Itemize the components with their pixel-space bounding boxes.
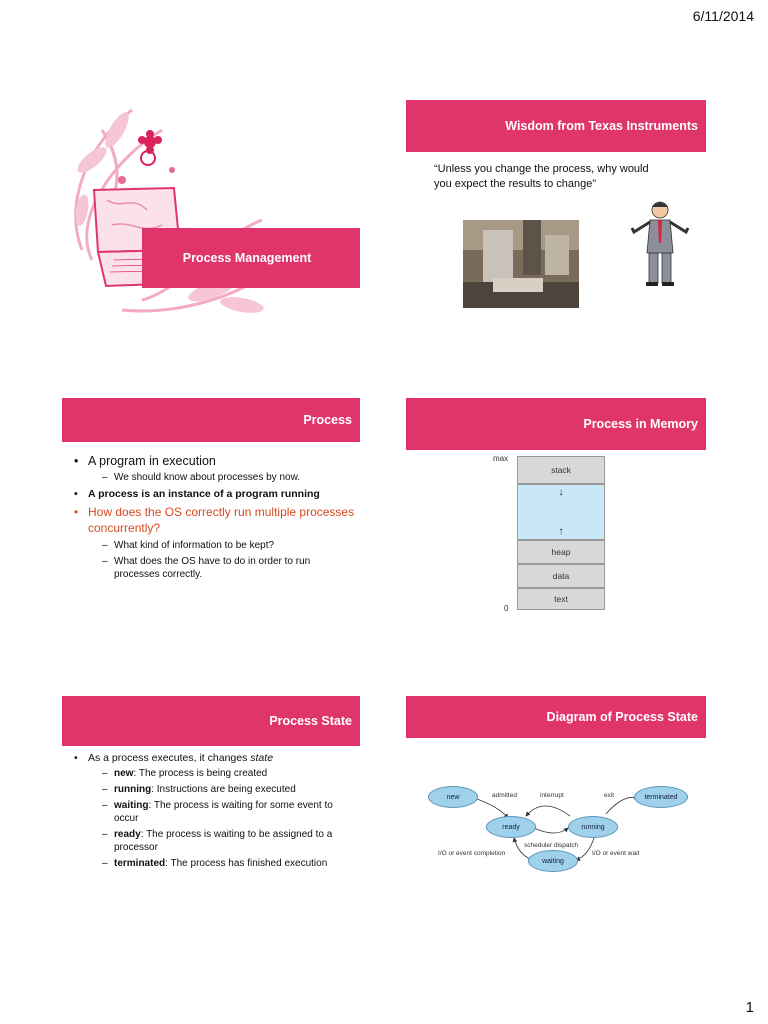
memory-heap: heap xyxy=(517,540,605,564)
state-item-running: – running: Instructions are being executed xyxy=(102,783,358,796)
state-item-terminated: – terminated: The process has finished execution xyxy=(102,857,358,870)
slide-process-banner xyxy=(62,398,360,442)
memory-stack: stack xyxy=(517,456,605,484)
slide-state-title: Process State xyxy=(269,714,352,728)
page-number: 1 xyxy=(745,999,754,1016)
state-item-new: – new: The process is being created xyxy=(102,767,358,780)
edge-label-interrupt: interrupt xyxy=(540,792,564,799)
slide-title-banner xyxy=(142,228,360,288)
slide-wisdom-banner xyxy=(406,100,706,152)
sub-bullet-info: – What kind of information to be kept? xyxy=(102,539,358,552)
sub-bullet-os: – What does the OS have to do in order to run processes correctly. xyxy=(102,555,358,581)
state-node-terminated: terminated xyxy=(634,786,688,808)
state-item-waiting: – waiting: The process is waiting for some event to occur xyxy=(102,799,358,825)
edge-label-io-completion: I/O or event completion xyxy=(438,850,506,857)
memory-max-label: max xyxy=(493,454,509,463)
slide-memory-banner xyxy=(406,398,706,450)
state-node-waiting: waiting xyxy=(528,850,578,872)
edge-label-io-wait: I/O or event wait xyxy=(592,850,640,857)
memory-text: text xyxy=(517,588,605,610)
state-node-running: running xyxy=(568,816,618,838)
slide-process-state xyxy=(62,696,360,920)
state-diagram xyxy=(428,778,688,876)
confused-man-clipart xyxy=(630,198,690,288)
slide-wisdom-title: Wisdom from Texas Instruments xyxy=(505,119,698,133)
slide-title-text: Process Management xyxy=(182,251,312,265)
wisdom-quote xyxy=(434,162,694,192)
heap-grow-arrow: ↑ xyxy=(558,526,564,537)
page-date: 6/11/2014 xyxy=(692,8,754,24)
bullet-instance: • A process is an instance of a program running xyxy=(74,488,358,500)
edge-label-admitted: admitted xyxy=(492,792,517,799)
bullet-state-intro: • As a process executes, it changes state – new: The process is being created – running: Instructions are being executed – waiting: The process is waiting for some event to occur – ready: The process is waiting to be assigned to a processor – terminated: The process has finished execution xyxy=(74,752,358,870)
sub-bullet-know: – We should know about processes by now. xyxy=(102,471,358,484)
floral-laptop-illustration xyxy=(62,100,360,324)
bullet-program: • A program in execution – We should know about processes by now. xyxy=(74,454,358,484)
slide-title xyxy=(62,100,360,324)
edge-label-exit: exit xyxy=(604,792,615,799)
memory-zero-label: 0 xyxy=(504,604,509,613)
machine-photo xyxy=(463,220,579,308)
slide-state-banner xyxy=(62,696,360,746)
slide-diagram-banner xyxy=(406,696,706,738)
memory-free-space xyxy=(517,484,605,540)
stack-grow-arrow: ↓ xyxy=(558,487,564,498)
edge-label-dispatch: scheduler dispatch xyxy=(524,842,579,849)
state-bullets xyxy=(74,752,358,874)
state-node-new: new xyxy=(428,786,478,808)
slide-state-diagram xyxy=(406,696,706,920)
state-item-ready: – ready: The process is waiting to be assigned to a processor xyxy=(102,828,358,854)
quote-line-1: “Unless you change the process, why would xyxy=(434,163,649,175)
slide-process-title: Process xyxy=(303,413,352,427)
quote-line-2: you expect the results to change” xyxy=(434,178,597,190)
slide-diagram-title: Diagram of Process State xyxy=(546,710,698,724)
memory-data: data xyxy=(517,564,605,588)
slide-wisdom xyxy=(406,100,706,324)
process-bullets xyxy=(74,454,358,585)
slide-process xyxy=(62,398,360,622)
slide-memory-title: Process in Memory xyxy=(583,417,698,431)
state-node-ready: ready xyxy=(486,816,536,838)
bullet-question: • How does the OS correctly run multiple processes concurrently? – What kind of information to be kept? – What does the OS have to do in order to run processes correctly. xyxy=(74,504,358,581)
state-list xyxy=(88,767,358,870)
